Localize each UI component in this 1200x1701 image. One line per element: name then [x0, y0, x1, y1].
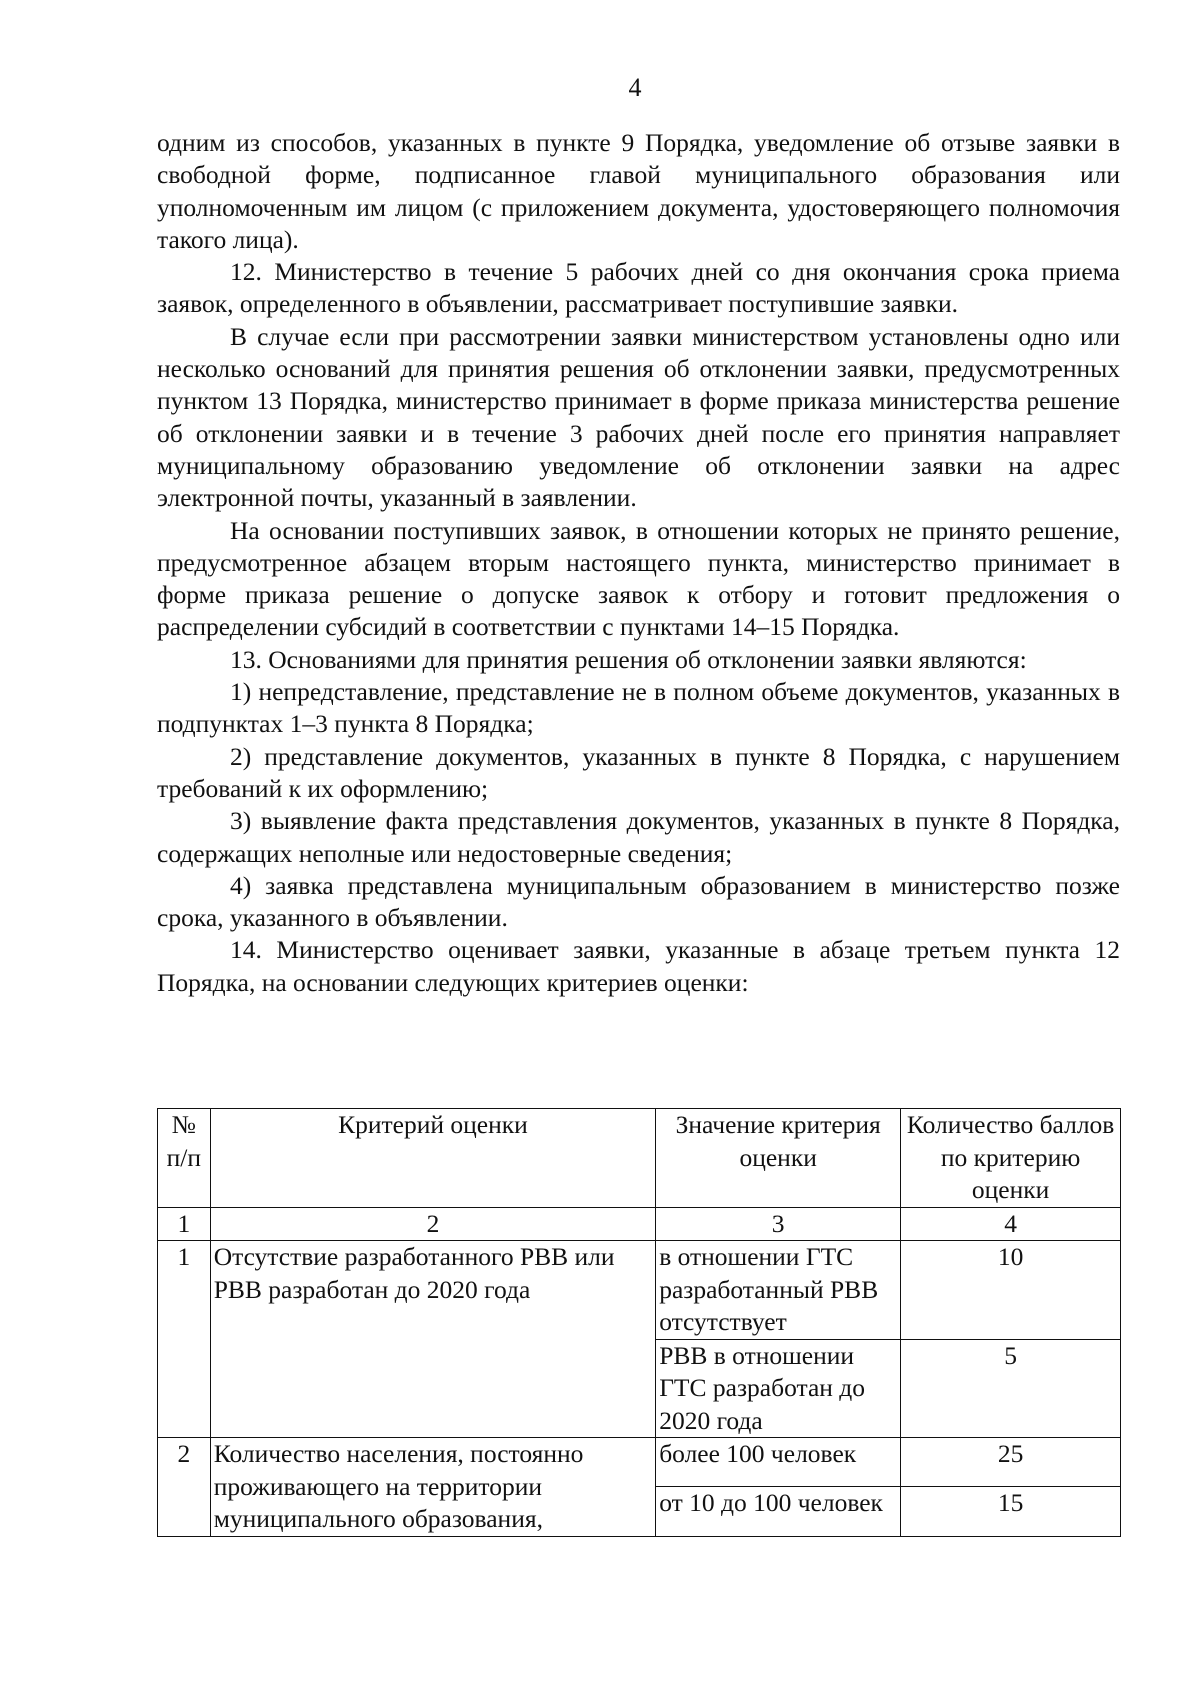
paragraph: 13. Основаниями для принятия решения об отклонении заявки являются: [230, 644, 1027, 674]
column-number: 2 [210, 1207, 655, 1241]
criteria-table [157, 1108, 1121, 1537]
header-points: Количество баллов по критерию оценки [901, 1109, 1121, 1208]
paragraph: 2) представление документов, указанных в пункте 8 Порядка, с нарушением требований к их оформлению; [157, 741, 1120, 803]
paragraph: одним из способов, указанных в пункте 9 Порядка, уведомление об отзыве заявки в свободной форме, подписанное главой муниципального образования или уполномоченным им лицом (с приложением документа, удостоверяющего полномочия такого лица). [157, 128, 1120, 254]
header-value: Значение критерия оценки [656, 1109, 901, 1208]
column-number: 1 [158, 1207, 211, 1241]
paragraph: На основании поступивших заявок, в отношении которых не принято решение, предусмотренное абзацем вторым настоящего пункта, министерство принимает в форме приказа решение о допуске заявок к отбору и готовит предложения о распределении субсидий в соответствии с пунктами 14–15 Порядка. [157, 515, 1120, 642]
paragraph: 4) заявка представлена муниципальным образованием в министерство позже срока, указанного в объявлении. [157, 870, 1120, 933]
row-number: 1 [158, 1241, 211, 1438]
criterion-cell: Отсутствие разработанного РВВ или РВВ разработан до 2020 года [210, 1241, 655, 1438]
table-row [158, 1438, 1121, 1487]
points-cell: 10 [901, 1241, 1121, 1340]
points-cell: 25 [901, 1438, 1121, 1487]
paragraph: 3) выявление факта представления документов, указанных в пункте 8 Порядка, содержащих неполные или недостоверные сведения; [157, 806, 1120, 868]
paragraph: 14. Министерство оценивает заявки, указанные в абзаце третьем пункта 12 Порядка, на основании следующих критериев оценки: [157, 935, 1120, 997]
points-cell: 15 [901, 1487, 1121, 1536]
document-body [157, 127, 1120, 999]
column-number-row [158, 1207, 1121, 1241]
paragraph: В случае если при рассмотрении заявки министерством установлены одно или несколько оснований для принятия решения об отклонении заявки, предусмотренных пунктом 13 Порядка, министерство принимает в форме приказа министерства решение об отклонении заявки и в течение 3 рабочих дней после его принятия направляет муниципальному образованию уведомление об отклонении заявки на адрес электронной почты, указанный в заявлении. [157, 321, 1120, 513]
column-number: 4 [901, 1207, 1121, 1241]
value-cell: более 100 человек [656, 1438, 901, 1487]
paragraph: 1) непредставление, представление не в полном объеме документов, указанных в подпунктах 1–3 пункта 8 Порядка; [157, 677, 1120, 739]
points-cell: 5 [901, 1339, 1121, 1438]
paragraph: 12. Министерство в течение 5 рабочих дней со дня окончания срока приема заявок, определенного в объявлении, рассматривает поступившие заявки. [157, 257, 1120, 319]
table-header-row [158, 1109, 1121, 1208]
row-number: 2 [158, 1438, 211, 1537]
value-cell: в отношении ГТС разработанный РВВ отсутствует [656, 1241, 901, 1340]
header-criterion: Критерий оценки [210, 1109, 655, 1208]
criterion-cell: Количество населения, постоянно проживающего на территории муниципального образования, [210, 1438, 655, 1537]
table-row [158, 1241, 1121, 1340]
value-cell: от 10 до 100 человек [656, 1487, 901, 1536]
header-number: № п/п [158, 1109, 211, 1208]
page-number: 4 [628, 73, 642, 102]
column-number: 3 [656, 1207, 901, 1241]
value-cell: РВВ в отношении ГТС разработан до 2020 года [656, 1339, 901, 1438]
